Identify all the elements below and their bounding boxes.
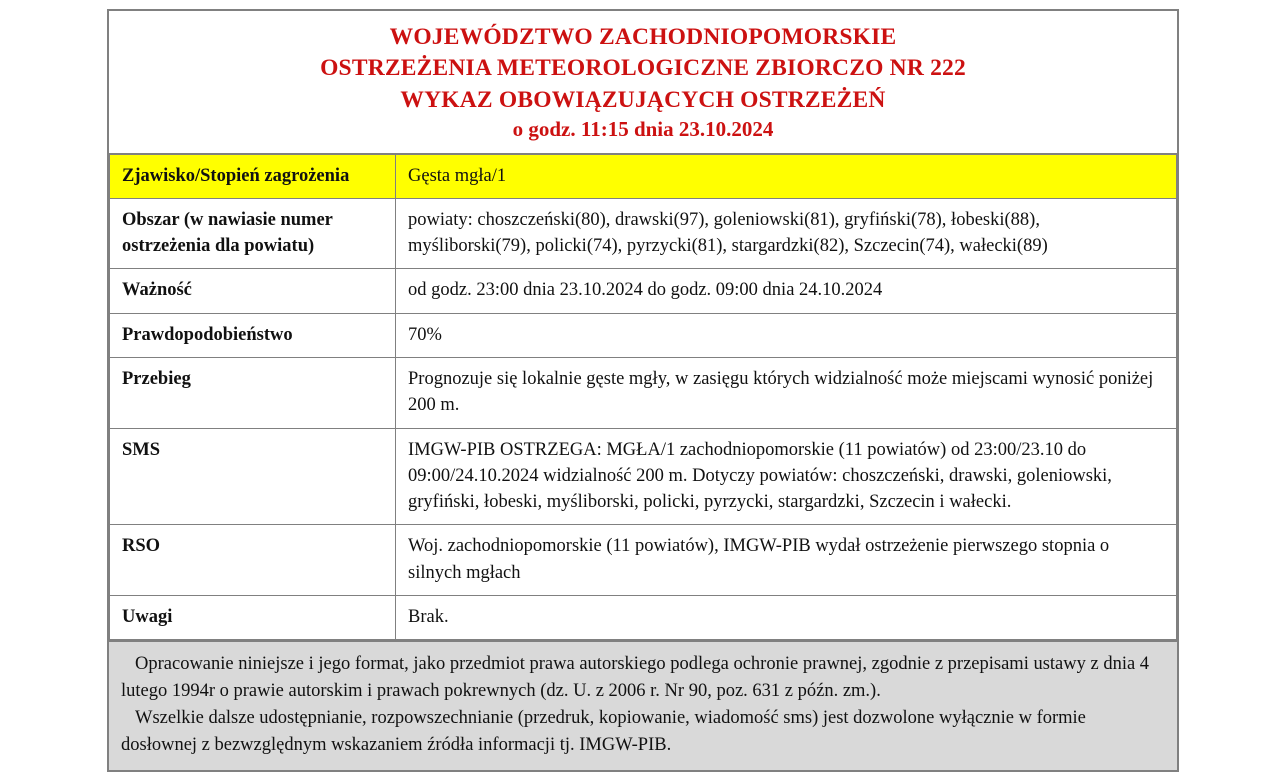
copyright-note xyxy=(109,640,1177,770)
header-voivodeship: WOJEWÓDZTWO ZACHODNIOPOMORSKIE xyxy=(389,24,897,50)
document-header xyxy=(109,11,1177,155)
table-row xyxy=(110,269,1177,313)
table-row xyxy=(110,428,1177,525)
row-value-sms: IMGW-PIB OSTRZEGA: MGŁA/1 zachodniopomorskie (11 powiatów) od 23:00/23.10 do 09:00/24.10.2024 widzialność 200 m. Dotyczy powiatów: choszczeński, drawski, goleniowski, gryfiński, łobeski, myśliborski, policki, pyrzycki, stargardzki, Szczecin i wałecki. xyxy=(396,428,1177,525)
table-row xyxy=(110,595,1177,639)
table-row xyxy=(110,358,1177,429)
header-list-title: WYKAZ OBOWIĄZUJĄCYCH OSTRZEŻEŃ xyxy=(400,86,886,113)
row-value-validity: od godz. 23:00 dnia 23.10.2024 do godz. 09:00 dnia 24.10.2024 xyxy=(396,269,1177,313)
table-row xyxy=(110,313,1177,357)
warning-document xyxy=(107,9,1179,772)
row-value-course: Prognozuje się lokalnie gęste mgły, w zasięgu których widzialność może miejscami wynosić poniżej 200 m. xyxy=(396,358,1177,429)
copyright-paragraph-1: Opracowanie niniejsze i jego format, jako przedmiot prawa autorskiego podlega ochronie prawnej, zgodnie z przepisami ustawy z dnia 4 lutego 1994r o prawie autorskim i prawach pokrewnych (dz. U. z 2006 r. Nr 90, poz. 631 z późn. zm.). xyxy=(121,654,1150,701)
row-value-rso: Woj. zachodniopomorskie (11 powiatów), IMGW-PIB wydał ostrzeżenie pierwszego stopnia o silnych mgłach xyxy=(396,525,1177,596)
warnings-table xyxy=(109,155,1177,640)
row-value-area: powiaty: choszczeński(80), drawski(97), goleniowski(81), gryfiński(78), łobeski(88), myśliborski(79), policki(74), pyrzycki(81), stargardzki(82), Szczecin(74), wałecki(89) xyxy=(396,198,1177,269)
row-label-rso: RSO xyxy=(110,525,396,596)
table-row xyxy=(110,155,1177,199)
row-value-remarks: Brak. xyxy=(396,595,1177,639)
header-warning-number: OSTRZEŻENIA METEOROLOGICZNE ZBIORCZO NR 222 xyxy=(320,55,966,82)
copyright-paragraph-2: Wszelkie dalsze udostępnianie, rozpowszechnianie (przedruk, kopiowanie, wiadomość sms) jest dozwolone wyłącznie w formie dosłownej z bezwzględnym wskazaniem źródła informacji tj. IMGW-PIB. xyxy=(121,707,1086,755)
row-label-hazard: Zjawisko/Stopień zagrożenia xyxy=(110,155,396,199)
row-value-hazard: Gęsta mgła/1 xyxy=(396,155,1177,199)
table-row xyxy=(110,198,1177,269)
table-row xyxy=(110,525,1177,596)
row-value-probability: 70% xyxy=(396,313,1177,357)
header-issue-time: o godz. 11:15 dnia 23.10.2024 xyxy=(512,116,774,141)
row-label-sms: SMS xyxy=(110,428,396,525)
row-label-validity: Ważność xyxy=(110,269,396,313)
row-label-probability: Prawdopodobieństwo xyxy=(110,313,396,357)
row-label-remarks: Uwagi xyxy=(110,595,396,639)
row-label-course: Przebieg xyxy=(110,358,396,429)
row-label-area: Obszar (w nawiasie numer ostrzeżenia dla powiatu) xyxy=(110,198,396,269)
